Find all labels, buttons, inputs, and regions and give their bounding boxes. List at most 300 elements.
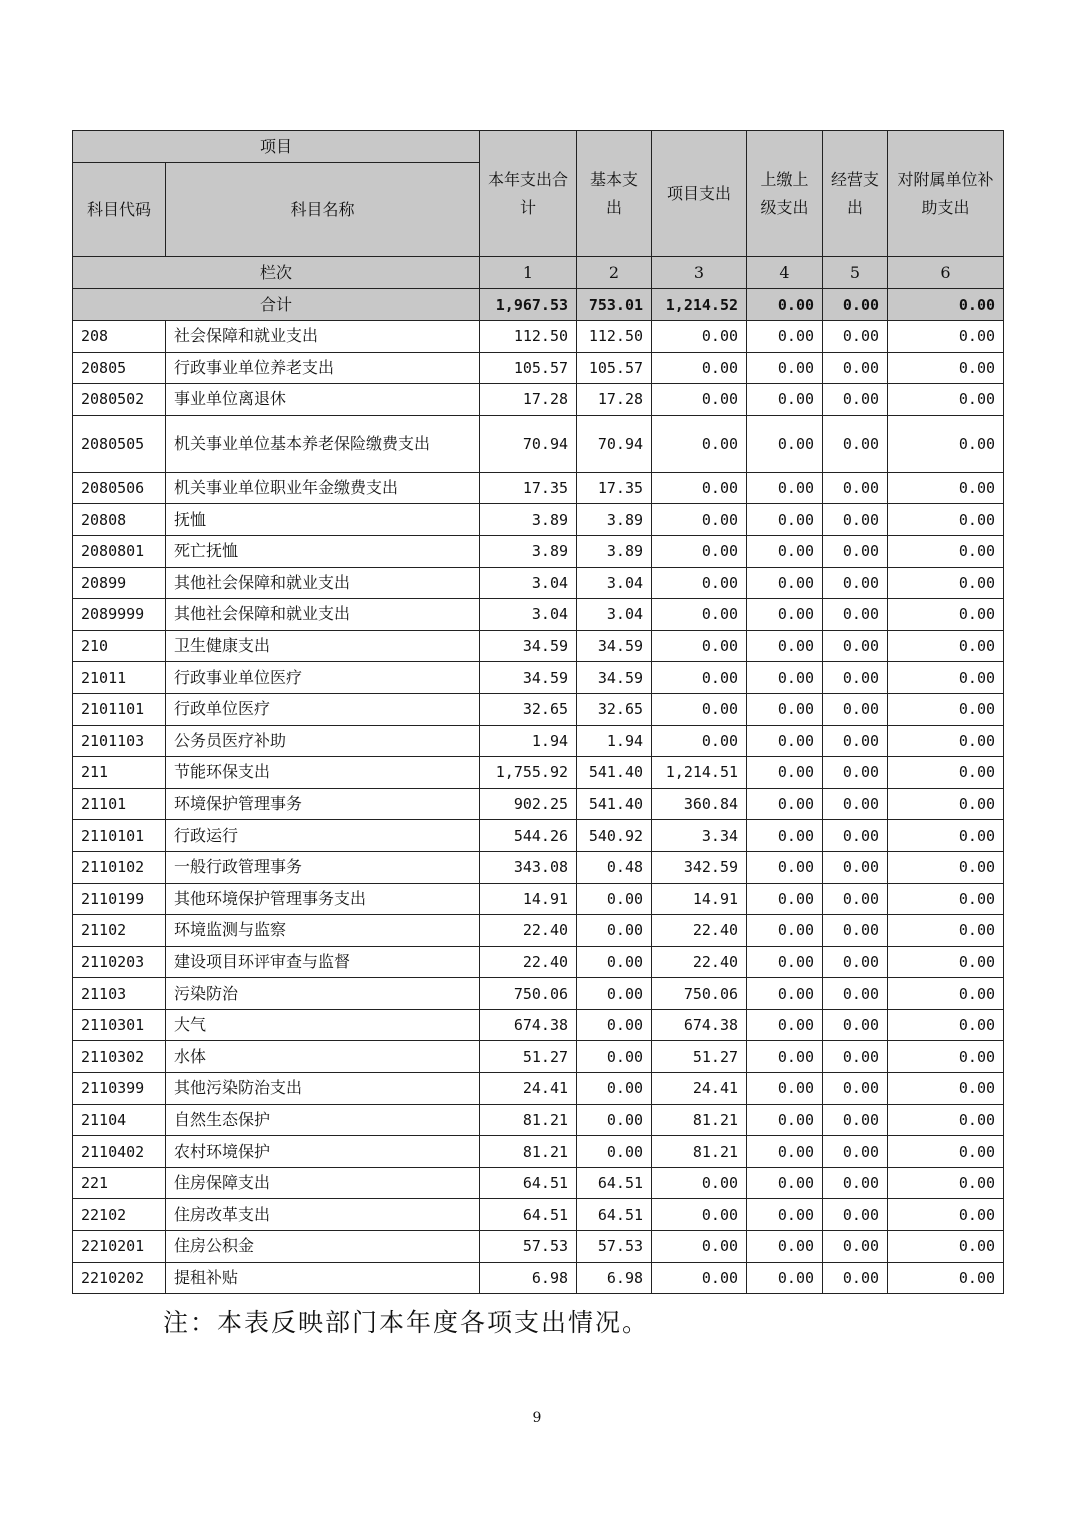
row-value: 0.00	[577, 946, 652, 978]
row-value: 0.00	[823, 1009, 888, 1041]
row-value: 0.00	[823, 788, 888, 820]
page-number: 9	[532, 1410, 542, 1426]
row-value: 0.00	[652, 504, 747, 536]
row-value: 0.00	[888, 1199, 1004, 1231]
row-name: 环境监测与监察	[166, 915, 480, 947]
row-value: 0.00	[747, 1041, 823, 1073]
row-value: 112.50	[480, 321, 577, 353]
table-row	[73, 788, 1004, 820]
row-value: 0.00	[823, 883, 888, 915]
row-name: 行政运行	[166, 820, 480, 852]
row-name: 建设项目环评审查与监督	[166, 946, 480, 978]
row-value: 0.00	[888, 915, 1004, 947]
total-value: 0.00	[823, 289, 888, 321]
table-row	[73, 1136, 1004, 1168]
row-value: 0.00	[888, 851, 1004, 883]
row-value: 0.00	[747, 384, 823, 416]
row-value: 360.84	[652, 788, 747, 820]
row-name: 住房保障支出	[166, 1167, 480, 1199]
row-value: 0.00	[747, 1167, 823, 1199]
row-value: 70.94	[480, 415, 577, 472]
row-name: 一般行政管理事务	[166, 851, 480, 883]
table-row	[73, 1262, 1004, 1294]
row-name: 行政事业单位医疗	[166, 662, 480, 694]
row-value: 0.00	[652, 472, 747, 504]
row-value: 0.00	[823, 599, 888, 631]
row-code: 211	[73, 757, 166, 789]
table-row	[73, 820, 1004, 852]
row-code: 2110301	[73, 1009, 166, 1041]
row-code: 21011	[73, 662, 166, 694]
row-value: 64.51	[480, 1167, 577, 1199]
row-value: 0.00	[747, 567, 823, 599]
table-row	[73, 883, 1004, 915]
row-code: 210	[73, 630, 166, 662]
row-code: 2110102	[73, 851, 166, 883]
row-code: 2110203	[73, 946, 166, 978]
row-value: 0.00	[823, 630, 888, 662]
row-value: 32.65	[577, 693, 652, 725]
row-value: 0.00	[747, 630, 823, 662]
row-value: 0.00	[823, 1136, 888, 1168]
row-value: 3.89	[480, 535, 577, 567]
table-row	[73, 1231, 1004, 1263]
total-value: 0.00	[747, 289, 823, 321]
header-col-subsidy: 对附属单位补助支出	[888, 131, 1004, 257]
row-value: 0.00	[823, 1231, 888, 1263]
row-value: 0.00	[747, 788, 823, 820]
row-value: 0.00	[652, 1231, 747, 1263]
row-value: 0.00	[747, 946, 823, 978]
row-value: 0.00	[747, 1009, 823, 1041]
row-value: 0.00	[888, 1136, 1004, 1168]
row-value: 57.53	[577, 1231, 652, 1263]
table-row	[73, 535, 1004, 567]
row-value: 24.41	[480, 1073, 577, 1105]
row-name: 社会保障和就业支出	[166, 321, 480, 353]
row-code: 2110302	[73, 1041, 166, 1073]
row-value: 0.00	[823, 415, 888, 472]
row-value: 0.00	[888, 883, 1004, 915]
row-value: 0.00	[577, 1073, 652, 1105]
row-value: 0.00	[747, 321, 823, 353]
row-value: 0.00	[888, 1104, 1004, 1136]
row-value: 0.00	[577, 1104, 652, 1136]
row-value: 0.00	[823, 384, 888, 416]
row-value: 64.51	[577, 1199, 652, 1231]
row-value: 0.00	[823, 321, 888, 353]
row-value: 0.00	[888, 535, 1004, 567]
row-value: 0.00	[577, 915, 652, 947]
row-value: 0.00	[823, 1104, 888, 1136]
row-name: 提租补贴	[166, 1262, 480, 1294]
column-number: 4	[747, 257, 823, 289]
row-value: 3.04	[577, 599, 652, 631]
row-value: 674.38	[480, 1009, 577, 1041]
header-col-project: 项目支出	[652, 131, 747, 257]
table-row	[73, 725, 1004, 757]
row-code: 2210201	[73, 1231, 166, 1263]
row-code: 2080801	[73, 535, 166, 567]
row-value: 112.50	[577, 321, 652, 353]
row-value: 0.00	[888, 504, 1004, 536]
row-value: 0.00	[747, 535, 823, 567]
row-name: 行政事业单位养老支出	[166, 352, 480, 384]
row-name: 其他污染防治支出	[166, 1073, 480, 1105]
header-col-basic: 基本支出	[577, 131, 652, 257]
row-value: 22.40	[652, 946, 747, 978]
table-row	[73, 415, 1004, 472]
row-name: 污染防治	[166, 978, 480, 1010]
row-value: 0.00	[747, 915, 823, 947]
row-value: 0.00	[888, 1231, 1004, 1263]
row-value: 0.00	[747, 978, 823, 1010]
table-row	[73, 504, 1004, 536]
row-value: 105.57	[480, 352, 577, 384]
row-value: 1,755.92	[480, 757, 577, 789]
row-value: 342.59	[652, 851, 747, 883]
table-body	[73, 131, 1004, 1294]
row-value: 105.57	[577, 352, 652, 384]
row-value: 3.89	[480, 504, 577, 536]
row-value: 6.98	[577, 1262, 652, 1294]
row-value: 541.40	[577, 788, 652, 820]
row-value: 0.00	[747, 1199, 823, 1231]
row-value: 0.00	[823, 567, 888, 599]
row-code: 20899	[73, 567, 166, 599]
row-value: 0.00	[888, 630, 1004, 662]
total-row	[73, 289, 1004, 321]
row-value: 70.94	[577, 415, 652, 472]
row-value: 0.00	[652, 535, 747, 567]
row-code: 2110199	[73, 883, 166, 915]
row-value: 0.00	[747, 352, 823, 384]
total-value: 1,214.52	[652, 289, 747, 321]
row-value: 22.40	[652, 915, 747, 947]
row-code: 21104	[73, 1104, 166, 1136]
row-name: 卫生健康支出	[166, 630, 480, 662]
row-value: 0.00	[888, 693, 1004, 725]
row-code: 2101103	[73, 725, 166, 757]
row-value: 81.21	[652, 1136, 747, 1168]
row-value: 0.00	[652, 725, 747, 757]
row-value: 0.00	[747, 1136, 823, 1168]
row-name: 农村环境保护	[166, 1136, 480, 1168]
column-number: 3	[652, 257, 747, 289]
row-value: 0.00	[823, 693, 888, 725]
table-row	[73, 1167, 1004, 1199]
table-row	[73, 851, 1004, 883]
row-value: 674.38	[652, 1009, 747, 1041]
header-col-upper: 上缴上级支出	[747, 131, 823, 257]
table-row	[73, 472, 1004, 504]
row-value: 24.41	[652, 1073, 747, 1105]
row-name: 机关事业单位职业年金缴费支出	[166, 472, 480, 504]
row-name: 公务员医疗补助	[166, 725, 480, 757]
row-value: 0.00	[652, 415, 747, 472]
total-value: 0.00	[888, 289, 1004, 321]
row-value: 81.21	[652, 1104, 747, 1136]
row-value: 0.00	[823, 352, 888, 384]
row-value: 0.00	[652, 352, 747, 384]
row-value: 0.00	[888, 725, 1004, 757]
row-value: 22.40	[480, 946, 577, 978]
row-value: 3.04	[480, 567, 577, 599]
row-value: 3.89	[577, 535, 652, 567]
row-value: 0.00	[888, 946, 1004, 978]
row-value: 0.00	[652, 1199, 747, 1231]
row-value: 0.00	[888, 321, 1004, 353]
row-value: 0.00	[823, 820, 888, 852]
row-value: 3.04	[480, 599, 577, 631]
row-value: 0.00	[577, 978, 652, 1010]
row-name: 节能环保支出	[166, 757, 480, 789]
row-code: 20808	[73, 504, 166, 536]
row-value: 541.40	[577, 757, 652, 789]
row-value: 32.65	[480, 693, 577, 725]
row-value: 0.00	[823, 851, 888, 883]
row-code: 2210202	[73, 1262, 166, 1294]
row-value: 0.00	[652, 567, 747, 599]
row-value: 34.59	[577, 662, 652, 694]
row-code: 2110101	[73, 820, 166, 852]
row-value: 0.00	[652, 662, 747, 694]
table-row	[73, 384, 1004, 416]
row-name: 住房改革支出	[166, 1199, 480, 1231]
row-value: 17.28	[480, 384, 577, 416]
table-row	[73, 352, 1004, 384]
table-row	[73, 599, 1004, 631]
row-value: 0.00	[823, 1262, 888, 1294]
row-value: 0.00	[823, 504, 888, 536]
header-col-total: 本年支出合计	[480, 131, 577, 257]
header-name: 科目名称	[166, 163, 480, 257]
table-row	[73, 915, 1004, 947]
row-code: 2080505	[73, 415, 166, 472]
row-value: 0.00	[747, 757, 823, 789]
row-name: 机关事业单位基本养老保险缴费支出	[166, 415, 480, 472]
row-value: 0.00	[888, 1167, 1004, 1199]
table-note: 注：本表反映部门本年度各项支出情况。	[163, 1308, 650, 1337]
header-col-business: 经营支出	[823, 131, 888, 257]
row-value: 0.00	[747, 472, 823, 504]
row-value: 0.00	[823, 757, 888, 789]
row-name: 其他环境保护管理事务支出	[166, 883, 480, 915]
row-value: 0.00	[747, 725, 823, 757]
row-value: 0.00	[823, 978, 888, 1010]
row-value: 0.00	[577, 1136, 652, 1168]
row-name: 环境保护管理事务	[166, 788, 480, 820]
row-value: 22.40	[480, 915, 577, 947]
row-value: 0.00	[652, 599, 747, 631]
row-value: 34.59	[577, 630, 652, 662]
row-value: 0.00	[888, 978, 1004, 1010]
row-code: 2110399	[73, 1073, 166, 1105]
row-value: 17.35	[480, 472, 577, 504]
row-value: 343.08	[480, 851, 577, 883]
row-value: 64.51	[577, 1167, 652, 1199]
row-value: 0.00	[823, 662, 888, 694]
column-number: 6	[888, 257, 1004, 289]
row-value: 0.00	[652, 630, 747, 662]
row-value: 0.00	[888, 1073, 1004, 1105]
row-value: 0.00	[888, 415, 1004, 472]
row-name: 事业单位离退休	[166, 384, 480, 416]
table-row	[73, 1073, 1004, 1105]
row-value: 0.00	[577, 883, 652, 915]
row-value: 1,214.51	[652, 757, 747, 789]
row-value: 0.00	[577, 1009, 652, 1041]
row-value: 0.00	[747, 1231, 823, 1263]
row-value: 0.00	[747, 820, 823, 852]
header-project: 项目	[73, 131, 480, 163]
row-value: 0.00	[823, 1073, 888, 1105]
row-name: 自然生态保护	[166, 1104, 480, 1136]
row-value: 3.04	[577, 567, 652, 599]
row-name: 抚恤	[166, 504, 480, 536]
row-value: 0.00	[823, 1041, 888, 1073]
header-row-column-numbers	[73, 257, 1004, 289]
row-value: 0.00	[888, 384, 1004, 416]
row-value: 34.59	[480, 630, 577, 662]
row-value: 750.06	[480, 978, 577, 1010]
row-value: 0.00	[747, 883, 823, 915]
row-value: 14.91	[652, 883, 747, 915]
row-code: 2101101	[73, 693, 166, 725]
row-value: 540.92	[577, 820, 652, 852]
row-value: 6.98	[480, 1262, 577, 1294]
row-code: 21102	[73, 915, 166, 947]
table-row	[73, 630, 1004, 662]
row-code: 221	[73, 1167, 166, 1199]
row-value: 0.00	[747, 504, 823, 536]
table-row	[73, 1041, 1004, 1073]
row-value: 0.00	[888, 1041, 1004, 1073]
header-row-project	[73, 131, 1004, 163]
expenditure-table	[72, 130, 1004, 1294]
row-value: 0.00	[888, 820, 1004, 852]
row-value: 0.00	[823, 1199, 888, 1231]
row-value: 81.21	[480, 1136, 577, 1168]
row-code: 2110402	[73, 1136, 166, 1168]
column-number: 5	[823, 257, 888, 289]
row-value: 0.00	[888, 788, 1004, 820]
row-value: 0.48	[577, 851, 652, 883]
total-value: 1,967.53	[480, 289, 577, 321]
row-code: 2089999	[73, 599, 166, 631]
row-value: 0.00	[747, 662, 823, 694]
table-row	[73, 693, 1004, 725]
row-value: 0.00	[888, 567, 1004, 599]
row-value: 51.27	[652, 1041, 747, 1073]
row-code: 21103	[73, 978, 166, 1010]
row-value: 0.00	[823, 472, 888, 504]
row-value: 0.00	[888, 1009, 1004, 1041]
row-code: 208	[73, 321, 166, 353]
row-code: 21101	[73, 788, 166, 820]
row-value: 0.00	[652, 1167, 747, 1199]
row-name: 水体	[166, 1041, 480, 1073]
table-row	[73, 567, 1004, 599]
row-code: 2080506	[73, 472, 166, 504]
table-row	[73, 978, 1004, 1010]
row-value: 0.00	[823, 1167, 888, 1199]
row-code: 2080502	[73, 384, 166, 416]
row-value: 0.00	[888, 352, 1004, 384]
total-value: 753.01	[577, 289, 652, 321]
row-value: 0.00	[747, 851, 823, 883]
row-value: 0.00	[747, 599, 823, 631]
row-name: 行政单位医疗	[166, 693, 480, 725]
table-row	[73, 662, 1004, 694]
column-number: 1	[480, 257, 577, 289]
row-name: 大气	[166, 1009, 480, 1041]
column-number: 2	[577, 257, 652, 289]
header-code: 科目代码	[73, 163, 166, 257]
row-value: 0.00	[652, 321, 747, 353]
row-value: 0.00	[747, 1073, 823, 1105]
row-value: 0.00	[652, 693, 747, 725]
column-number-label: 栏次	[73, 257, 480, 289]
row-value: 0.00	[577, 1041, 652, 1073]
row-value: 0.00	[747, 415, 823, 472]
row-code: 22102	[73, 1199, 166, 1231]
row-value: 0.00	[747, 1104, 823, 1136]
table-row	[73, 1104, 1004, 1136]
row-value: 0.00	[888, 1262, 1004, 1294]
row-value: 0.00	[888, 472, 1004, 504]
row-value: 0.00	[823, 946, 888, 978]
row-value: 0.00	[652, 384, 747, 416]
row-value: 0.00	[888, 662, 1004, 694]
row-name: 其他社会保障和就业支出	[166, 599, 480, 631]
row-name: 住房公积金	[166, 1231, 480, 1263]
row-value: 1.94	[577, 725, 652, 757]
row-name: 其他社会保障和就业支出	[166, 567, 480, 599]
row-value: 0.00	[747, 1262, 823, 1294]
row-value: 902.25	[480, 788, 577, 820]
row-value: 3.89	[577, 504, 652, 536]
row-value: 1.94	[480, 725, 577, 757]
table-row	[73, 1009, 1004, 1041]
row-value: 14.91	[480, 883, 577, 915]
row-value: 0.00	[823, 725, 888, 757]
row-value: 57.53	[480, 1231, 577, 1263]
table-row	[73, 946, 1004, 978]
table-row	[73, 1199, 1004, 1231]
total-label: 合计	[73, 289, 480, 321]
row-value: 64.51	[480, 1199, 577, 1231]
row-value: 0.00	[652, 1262, 747, 1294]
row-value: 34.59	[480, 662, 577, 694]
row-value: 750.06	[652, 978, 747, 1010]
row-value: 51.27	[480, 1041, 577, 1073]
row-value: 0.00	[823, 535, 888, 567]
row-value: 81.21	[480, 1104, 577, 1136]
row-value: 0.00	[888, 757, 1004, 789]
row-value: 0.00	[747, 693, 823, 725]
row-value: 0.00	[823, 915, 888, 947]
table-row	[73, 321, 1004, 353]
row-code: 20805	[73, 352, 166, 384]
row-value: 0.00	[888, 599, 1004, 631]
table-row	[73, 757, 1004, 789]
row-name: 死亡抚恤	[166, 535, 480, 567]
row-value: 3.34	[652, 820, 747, 852]
row-value: 17.35	[577, 472, 652, 504]
row-value: 544.26	[480, 820, 577, 852]
row-value: 17.28	[577, 384, 652, 416]
